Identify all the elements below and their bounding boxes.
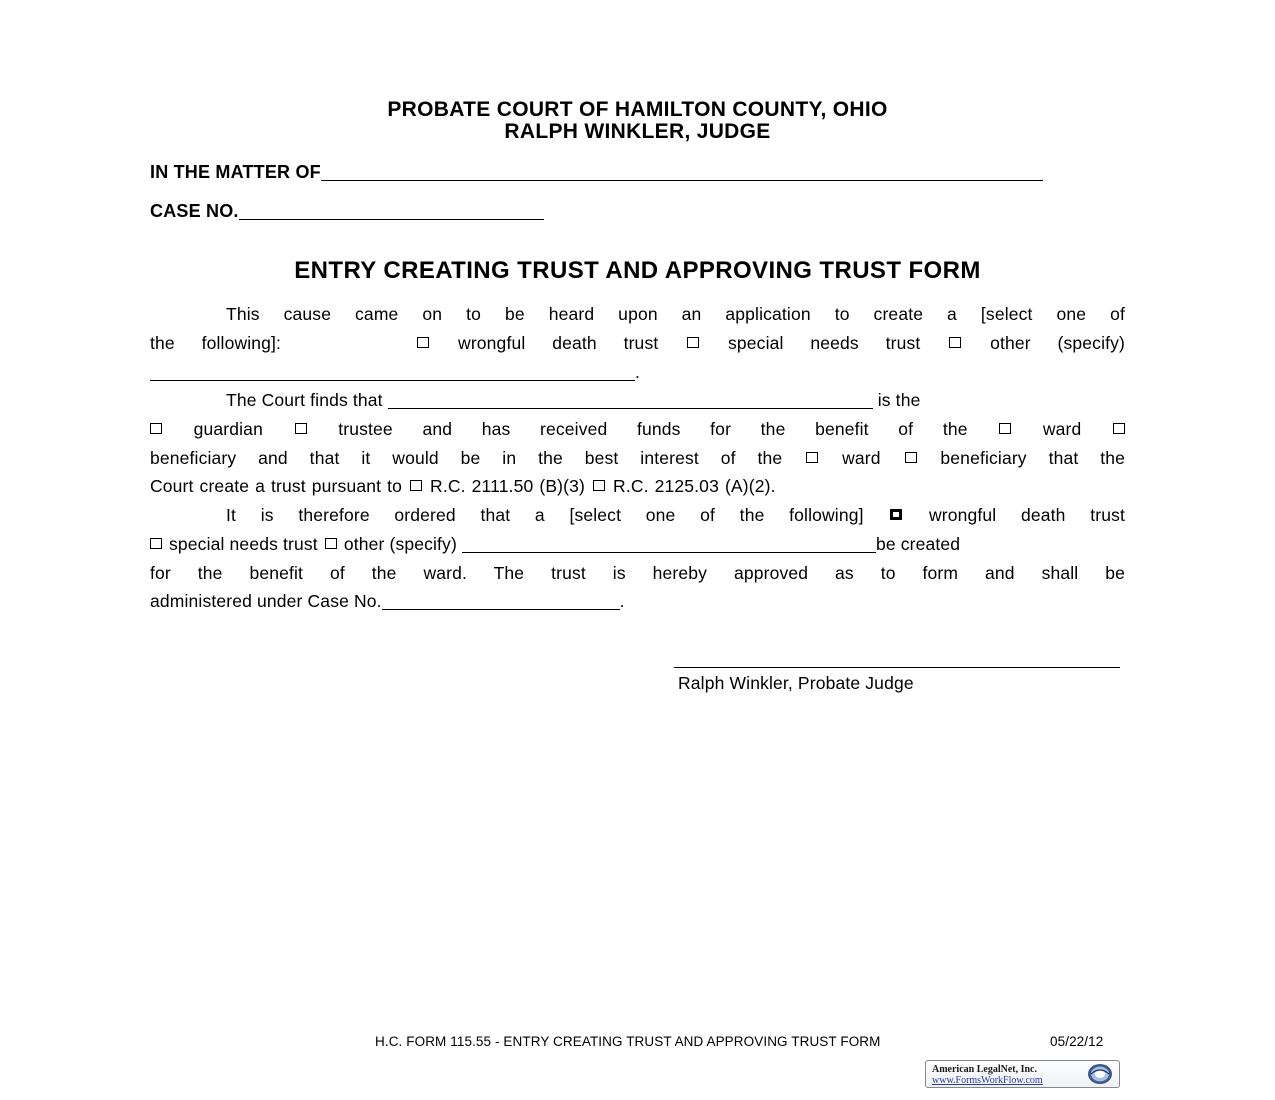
- guardian-checkbox[interactable]: [150, 423, 162, 434]
- globe-icon: [1085, 1063, 1115, 1085]
- matter-field[interactable]: [321, 164, 1043, 181]
- form-id: H.C. FORM 115.55 - ENTRY CREATING TRUST AND APPROVING TRUST FORM: [375, 1034, 881, 1049]
- administered-case-field[interactable]: [382, 593, 620, 610]
- para3-line1: It is therefore ordered that a [select one of the following] wrongful death trust: [226, 505, 1126, 525]
- para3-line4: administered under Case No. .: [150, 591, 625, 611]
- finds-name-field[interactable]: [388, 392, 873, 409]
- ward-checkbox-2[interactable]: [806, 452, 818, 463]
- para1-lead: the following]:: [150, 333, 282, 353]
- para2-line3: beneficiary and that it would be in the best interest of the ward beneficiary that the: [150, 448, 1126, 468]
- signature-label: Ralph Winkler, Probate Judge: [678, 673, 914, 693]
- para3-line3: for the benefit of the ward. The trust is hereby approved as to form and shall be: [150, 563, 1125, 583]
- special-needs-checkbox[interactable]: [687, 337, 699, 348]
- para1-line2: [150, 333, 1125, 353]
- case-number-field[interactable]: [239, 203, 544, 220]
- judge-name: RALPH WINKLER, JUDGE: [504, 120, 771, 143]
- rc-212503-label: R.C. 2125.03 (A)(2).: [613, 476, 776, 496]
- beneficiary-checkbox-2[interactable]: [905, 452, 917, 463]
- para2-line4: Court create a trust pursuant to R.C. 2111.50 (B)(3) R.C. 2125.03 (A)(2).: [150, 476, 776, 496]
- other-order-specify-field[interactable]: [462, 536, 876, 553]
- wrongful-death-checkbox[interactable]: [417, 337, 429, 348]
- case-label: CASE NO.: [150, 201, 239, 221]
- matter-line: [150, 162, 1043, 183]
- court-finds-label: The Court finds that: [226, 390, 383, 410]
- trustee-label: trustee: [338, 419, 393, 439]
- para2-line1: The Court finds that is the: [226, 390, 921, 410]
- wrongful-death-order-checkbox[interactable]: [890, 509, 902, 520]
- document-title: ENTRY CREATING TRUST AND APPROVING TRUST FORM: [294, 257, 981, 284]
- rc-211150-label: R.C. 2111.50 (B)(3): [430, 476, 585, 496]
- form-date: 05/22/12: [1050, 1034, 1104, 1049]
- american-legalnet-logo[interactable]: [925, 1060, 1120, 1088]
- other-label: other (specify): [990, 333, 1125, 353]
- case-line: [150, 201, 544, 222]
- other-specify-field[interactable]: [150, 364, 635, 381]
- other-checkbox[interactable]: [949, 337, 961, 348]
- special-needs-order-checkbox[interactable]: [150, 538, 162, 549]
- court-name: PROBATE COURT OF HAMILTON COUNTY, OHIO: [387, 98, 888, 121]
- other-order-checkbox[interactable]: [325, 538, 337, 549]
- para1-line3: .: [150, 362, 640, 382]
- guardian-label: guardian: [193, 419, 263, 439]
- special-needs-label: special needs trust: [728, 333, 921, 353]
- signature-line[interactable]: [674, 667, 1120, 668]
- para2-line2: guardian trustee and has received funds for the benefit of the ward: [150, 419, 1125, 439]
- trustee-checkbox[interactable]: [295, 423, 307, 434]
- logo-name: American LegalNet, Inc.: [932, 1064, 1037, 1075]
- logo-url[interactable]: www.FormsWorkFlow.com: [932, 1075, 1043, 1086]
- beneficiary-checkbox[interactable]: [1113, 423, 1125, 434]
- para1-line1: This cause came on to be heard upon an application to create a [select one of: [226, 304, 1125, 324]
- para3-line2: special needs trust other (specify) be created: [150, 534, 1125, 554]
- rc-212503-checkbox[interactable]: [593, 480, 605, 491]
- rc-211150-checkbox[interactable]: [410, 480, 422, 491]
- ward-label: ward: [1042, 419, 1082, 439]
- ward-checkbox[interactable]: [999, 423, 1011, 434]
- matter-label: IN THE MATTER OF: [150, 162, 321, 182]
- wrongful-death-label: wrongful death trust: [458, 333, 659, 353]
